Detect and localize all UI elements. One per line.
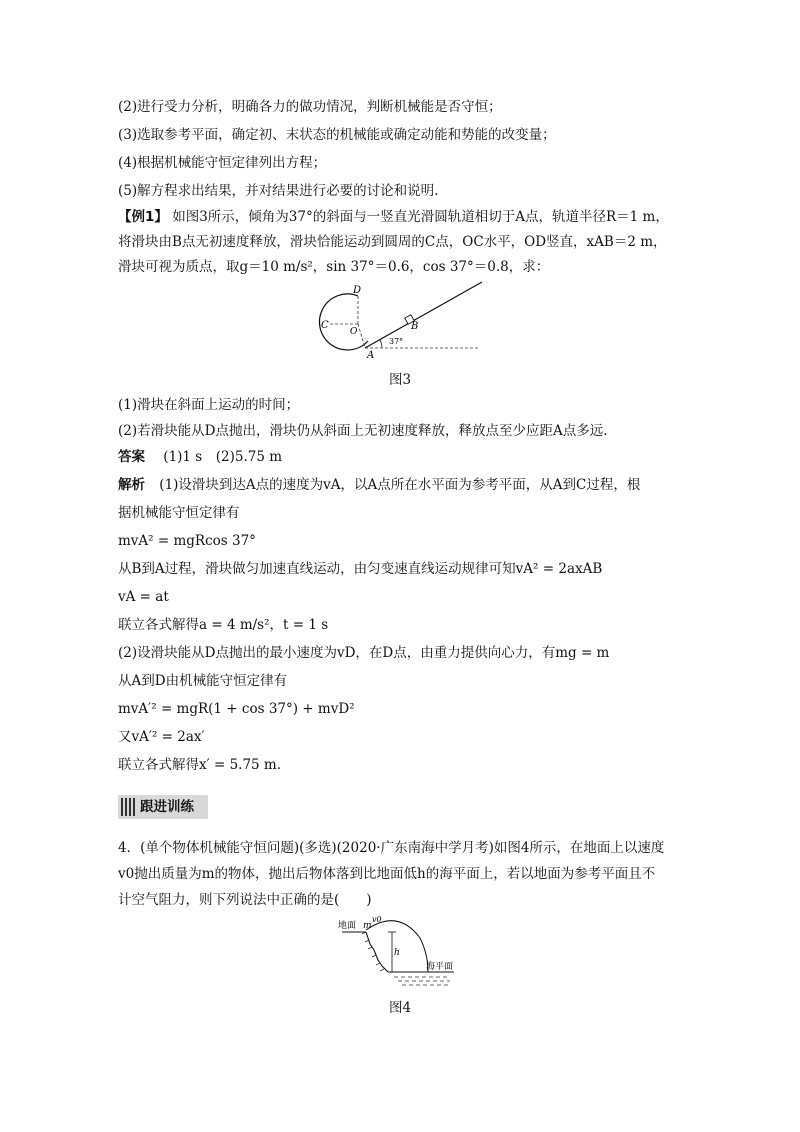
label-d: D xyxy=(353,285,362,296)
problem-4-line-2: v0抛出质量为m的物体，抛出后物体落到比地面低h的海平面上，若以地面为参考平面且不 xyxy=(118,866,656,882)
problem-4-line-1: 4．(单个物体机械能守恒问题)(多选)(2020·广东南海中学月考)如图4所示，在地面上以速度 xyxy=(118,840,665,856)
figure-3-caption: 图3 xyxy=(388,372,412,388)
cliff-outline xyxy=(366,932,388,972)
problem-4-line-3: 计空气阻力，则下列说法中正确的是( ) xyxy=(118,892,372,908)
example-line-2: 将滑块由B点无初速度释放，滑块恰能运动到圆周的C点，OC水平，OD竖直，xAB＝2 m， xyxy=(118,234,667,250)
solution-line-8: 联立各式解得x′ = 5.75 m. xyxy=(118,757,282,773)
step-4: (4)根据机械能守恒定律列出方程； xyxy=(118,155,327,171)
label-m: m xyxy=(363,921,372,931)
label-o: O xyxy=(350,327,358,337)
solution-line-4: 联立各式解得a = 4 m/s²，t = 1 s xyxy=(118,617,329,633)
label-ground: 地面 xyxy=(338,921,357,931)
answer-line xyxy=(118,447,678,467)
question-1: (1)滑块在斜面上运动的时间； xyxy=(118,397,300,413)
solution-line-1 xyxy=(118,475,678,495)
example-tag: 【例1】 xyxy=(118,209,168,225)
label-angle: 37° xyxy=(389,337,404,346)
step-5: (5)解方程求出结果，并对结果进行必要的讨论和说明. xyxy=(118,183,439,199)
step-2: (2)进行受力分析，明确各力的做功情况，判断机械能是否守恒； xyxy=(118,99,502,115)
solution-line-6: 从A到D由机械能守恒定律有 xyxy=(118,673,288,689)
answer-label: 答案 xyxy=(118,449,145,465)
figure-4-diagram xyxy=(336,914,466,994)
figure-3-diagram xyxy=(310,280,490,365)
section-title: 跟进训练 xyxy=(140,799,194,815)
question-2: (2)若滑块能从D点抛出，滑块仍从斜面上无初速度释放，释放点至少应距A点多远. xyxy=(118,423,608,439)
section-header xyxy=(118,795,208,819)
solution-line-2: 据机械能守恒定律有 xyxy=(118,505,240,521)
example-text-1: 如图3所示，倾角为37°的斜面与一竖直光滑圆轨道相切于A点，轨道半径R＝1 m， xyxy=(172,209,669,225)
label-sea: 海平面 xyxy=(426,962,454,972)
example-line-1 xyxy=(118,207,678,227)
figure-4-caption: 图4 xyxy=(388,1000,412,1016)
solution-line-5: (2)设滑块能从D点抛出的最小速度为vD，在D点，由重力提供向心力，有mg = m xyxy=(118,645,610,661)
oa-dashed-line xyxy=(358,324,365,348)
cliff-hatching xyxy=(362,932,384,971)
solution-label: 解析 xyxy=(118,477,145,493)
label-b: B xyxy=(411,321,419,332)
answer-text: (1)1 s (2)5.75 m xyxy=(163,449,283,465)
section-stripes-icon xyxy=(121,798,135,816)
trajectory-curve xyxy=(366,921,428,972)
equation-2: vA = at xyxy=(118,589,169,605)
label-a: A xyxy=(367,350,375,361)
equation-3: mvA′² = mgR(1 + cos 37°) + mvD² xyxy=(118,701,355,717)
example-line-3: 滑块可视为质点，取g＝10 m/s²，sin 37°＝0.6，cos 37°＝0.8，求： xyxy=(118,259,550,275)
incline-line xyxy=(365,282,482,348)
step-3: (3)选取参考平面，确定初、末状态的机械能或确定动能和势能的改变量； xyxy=(118,127,556,143)
label-v0: v0 xyxy=(372,915,382,924)
label-c: C xyxy=(321,320,329,331)
equation-1: mvA² = mgRcos 37° xyxy=(118,533,256,549)
angle-arc xyxy=(380,340,382,348)
solution-line-7: 又vA′² = 2ax′ xyxy=(118,729,205,745)
solution-line-3: 从B到A过程，滑块做匀加速直线运动，由匀变速直线运动规律可知vA² = 2axAB xyxy=(118,561,603,577)
label-h: h xyxy=(394,948,400,958)
water-dashes xyxy=(394,977,450,985)
solution-text-1: (1)设滑块到达A点的速度为vA，以A点所在水平面为参考平面，从A到C过程，根 xyxy=(159,477,641,493)
